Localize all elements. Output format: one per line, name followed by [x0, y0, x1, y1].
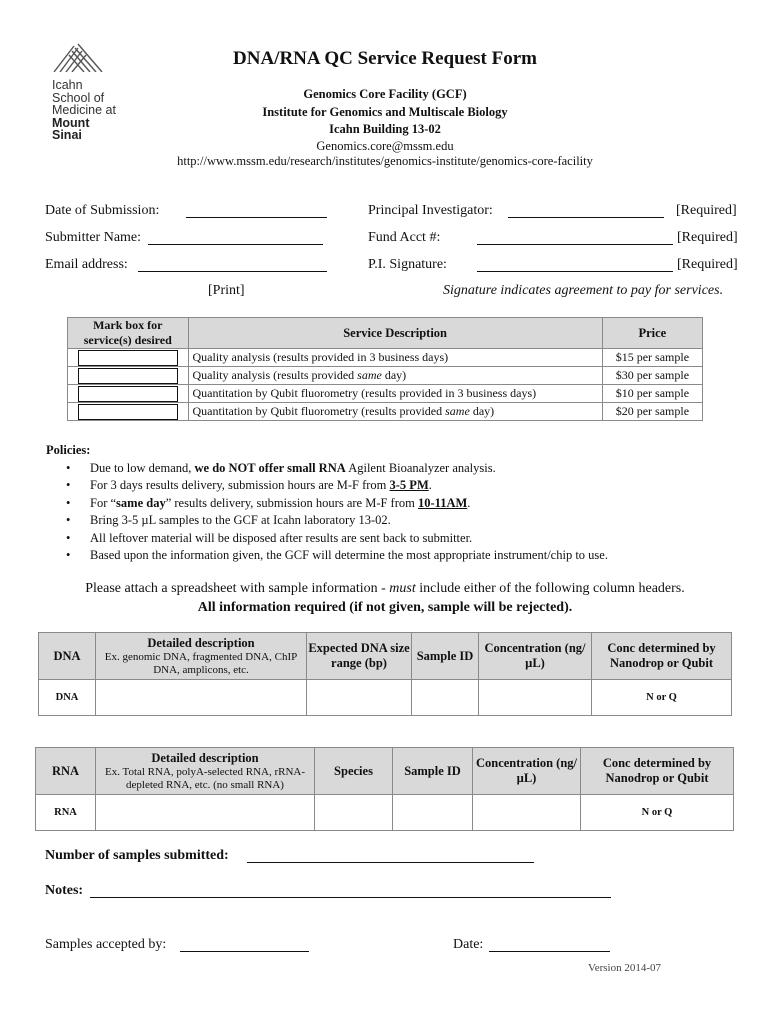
form-title: DNA/RNA QC Service Request Form	[233, 48, 537, 69]
policies	[46, 442, 608, 565]
signature-note: Signature indicates agreement to pay for services.	[443, 283, 724, 298]
dna-table	[38, 632, 732, 716]
size-header: Expected DNA size range (bp)	[307, 633, 412, 680]
signature-field[interactable]	[477, 257, 673, 272]
service-checkbox[interactable]	[78, 404, 178, 420]
date-label: Date:	[453, 937, 484, 952]
species-cell[interactable]	[315, 795, 393, 831]
col-mark: Mark box for service(s) desired	[68, 318, 189, 349]
sample-id-header: Sample ID	[412, 633, 479, 680]
concentration-cell[interactable]	[473, 795, 581, 831]
service-row	[68, 385, 703, 403]
species-header: Species	[315, 748, 393, 795]
policy-item: • Bring 3-5 µL samples to the GCF at Icahn laboratory 13-02.	[90, 512, 608, 530]
policy-item: • For “same day” results delivery, submission hours are M-F from 10-11AM.	[90, 495, 608, 513]
logo-line: Mount	[52, 115, 90, 130]
print-note: [Print]	[208, 283, 245, 298]
fund-label: Fund Acct #:	[368, 230, 441, 245]
detail-title: Detailed description	[147, 636, 255, 650]
contact-email: Genomics.core@mssm.edu	[316, 139, 454, 153]
policy-item: • Based upon the information given, the GCF will determine the most appropriate instrument/chip to use.	[90, 547, 608, 565]
sample-id-cell[interactable]	[393, 795, 473, 831]
col-price: Price	[602, 318, 702, 349]
version-label: Version 2014-07	[588, 962, 662, 974]
service-row	[68, 403, 703, 421]
email-field[interactable]	[138, 257, 327, 272]
dna-row-label: DNA	[39, 680, 96, 716]
service-table	[67, 317, 703, 421]
logo-line: Medicine at	[52, 103, 116, 117]
accepted-by-label: Samples accepted by:	[45, 937, 167, 952]
service-description: Quantitation by Qubit fluorometry (results provided same day)	[188, 403, 602, 421]
submitter-field[interactable]	[148, 230, 323, 245]
logo-line: School of	[52, 90, 105, 105]
conc-method-header: Conc determined by Nanodrop or Qubit	[592, 633, 732, 680]
signature-label: P.I. Signature:	[368, 257, 447, 272]
detail-sub: Ex. Total RNA, polyA-selected RNA, rRNA-depleted RNA, etc. (no small RNA)	[104, 766, 306, 791]
conc-method-cell[interactable]: N or Q	[592, 680, 732, 716]
service-price: $20 per sample	[602, 403, 702, 421]
service-description: Quality analysis (results provided in 3 business days)	[188, 349, 602, 367]
concentration-header: Concentration (ng/µL)	[479, 633, 592, 680]
pi-label: Principal Investigator:	[368, 203, 493, 218]
submitter-label: Submitter Name:	[45, 230, 142, 245]
detail-cell[interactable]	[96, 795, 315, 831]
facility-url: http://www.mssm.edu/research/institutes/genomics-institute/genomics-core-facility	[177, 154, 593, 168]
detail-title: Detailed description	[151, 751, 259, 765]
notes-label: Notes:	[45, 883, 84, 898]
rna-label: RNA	[36, 748, 96, 795]
date-label: Date of Submission:	[45, 203, 160, 218]
attach-requirement: All information required (if not given, sample will be rejected).	[197, 600, 573, 615]
service-row	[68, 367, 703, 385]
num-samples-label: Number of samples submitted:	[45, 848, 229, 863]
concentration-cell[interactable]	[479, 680, 592, 716]
required-note: [Required]	[677, 257, 738, 272]
sample-id-cell[interactable]	[412, 680, 479, 716]
pi-field[interactable]	[508, 203, 664, 218]
conc-method-cell[interactable]: N or Q	[581, 795, 734, 831]
service-row	[68, 349, 703, 367]
required-note: [Required]	[676, 203, 737, 218]
conc-method-header: Conc determined by Nanodrop or Qubit	[581, 748, 734, 795]
detail-cell[interactable]	[96, 680, 307, 716]
logo-line: Sinai	[52, 128, 82, 142]
accepted-date-field[interactable]	[489, 937, 610, 952]
service-description: Quantitation by Qubit fluorometry (results provided in 3 business days)	[188, 385, 602, 403]
fund-field[interactable]	[477, 230, 673, 245]
attach-instruction: Please attach a spreadsheet with sample information - must include either of the following column headers.	[85, 581, 685, 596]
policy-item: • Due to low demand, we do NOT offer small RNA Agilent Bioanalyzer analysis.	[90, 460, 608, 478]
service-price: $15 per sample	[602, 349, 702, 367]
date-field[interactable]	[186, 203, 327, 218]
rna-table	[35, 747, 734, 831]
service-checkbox[interactable]	[78, 368, 178, 384]
num-samples-field[interactable]	[247, 848, 534, 863]
size-cell[interactable]	[307, 680, 412, 716]
policy-item: • All leftover material will be disposed after results are sent back to submitter.	[90, 530, 608, 548]
concentration-header: Concentration (ng/µL)	[473, 748, 581, 795]
service-price: $30 per sample	[602, 367, 702, 385]
email-label: Email address:	[45, 257, 128, 272]
service-checkbox[interactable]	[78, 386, 178, 402]
dna-label: DNA	[39, 633, 96, 680]
service-checkbox[interactable]	[78, 350, 178, 366]
logo-line: Icahn	[52, 78, 83, 92]
accepted-by-field[interactable]	[180, 937, 309, 952]
col-description: Service Description	[188, 318, 602, 349]
facility-name: Genomics Core Facility (GCF)	[303, 87, 467, 101]
service-description: Quality analysis (results provided same day)	[188, 367, 602, 385]
detail-sub: Ex. genomic DNA, fragmented DNA, ChIP DNA, amplicons, etc.	[104, 651, 298, 676]
rna-row-label: RNA	[36, 795, 96, 831]
service-price: $10 per sample	[602, 385, 702, 403]
sample-id-header: Sample ID	[393, 748, 473, 795]
building: Icahn Building 13-02	[329, 122, 441, 136]
policies-title: Policies:	[46, 443, 91, 457]
policy-item: • For 3 days results delivery, submission hours are M-F from 3-5 PM.	[90, 477, 608, 495]
required-note: [Required]	[677, 230, 738, 245]
institute-name: Institute for Genomics and Multiscale Biology	[262, 105, 508, 119]
notes-field[interactable]	[90, 883, 611, 898]
